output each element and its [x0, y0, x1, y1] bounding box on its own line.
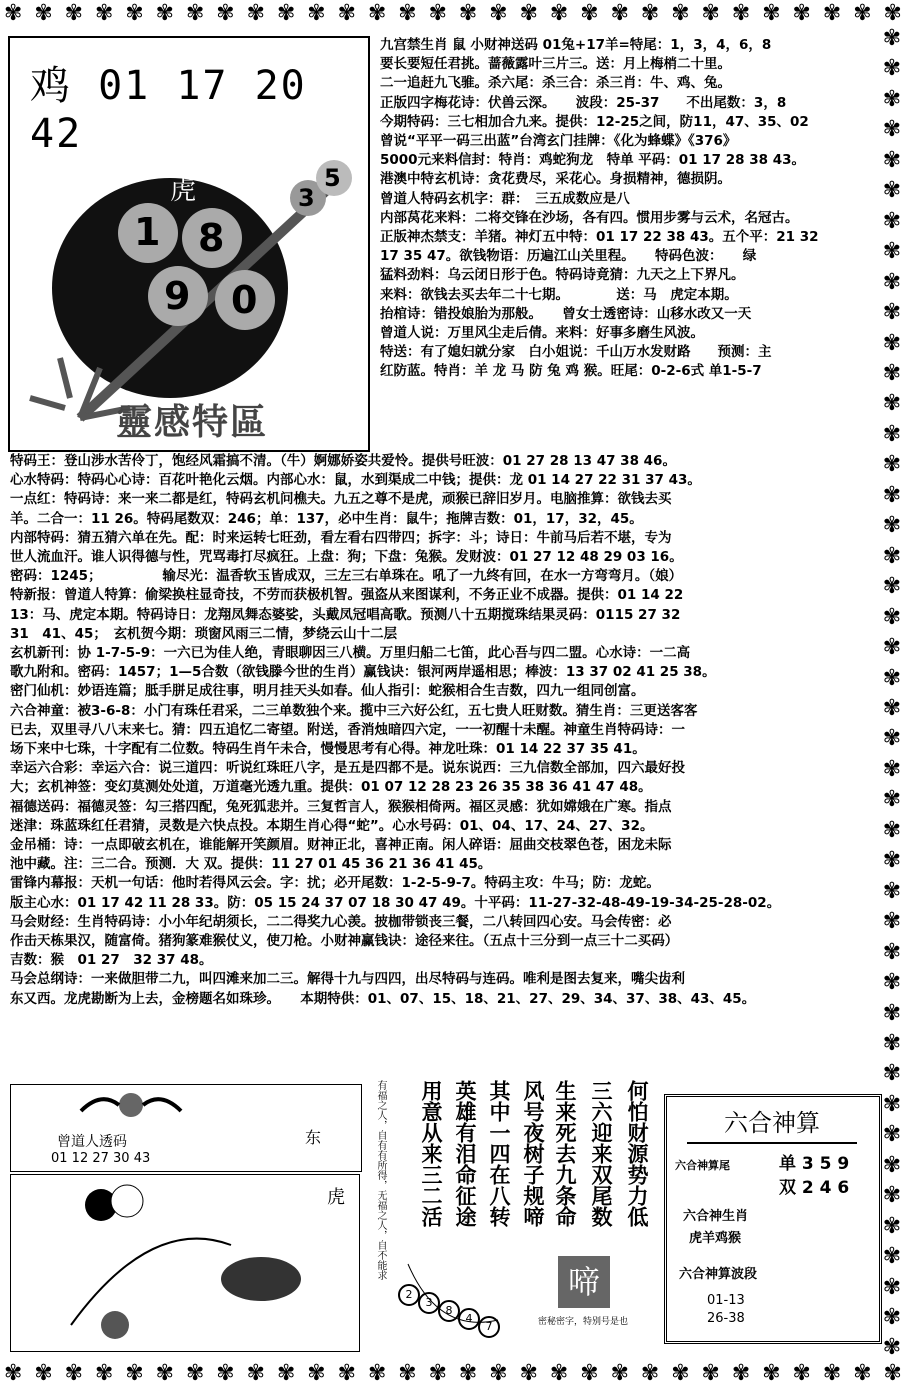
border-flower-icon: ✾: [155, 1361, 175, 1386]
zeng-title: 曾道人透码: [57, 1134, 127, 1150]
border-flower-icon: ✾: [882, 1335, 902, 1361]
liuhe-title: 六合神算: [687, 1103, 857, 1144]
tiger-picture-panel: [10, 1174, 360, 1352]
border-flower-icon: ✾: [883, 1, 902, 26]
border-flower-icon: ✾: [64, 1, 84, 26]
rat-crab-drawing: [11, 1175, 357, 1349]
liuhe-shengxiao: 虎羊鸡猴: [689, 1231, 742, 1246]
text-line: 内部特码：猜五猜六单在先。配：时来运转七旺劲，看左看右四带四；拆字：斗；诗日：牛前马后若不堪，专为: [10, 529, 672, 546]
ball-9: 9: [164, 274, 191, 318]
border-flower-icon: ✾: [276, 1, 296, 26]
liuhe-box: [664, 1094, 882, 1344]
border-flower-icon: ✾: [489, 1361, 508, 1386]
text-line: 猛料劲料：乌云闭日形于色。特码诗竟猜：九天之上下界凡。: [380, 267, 745, 284]
border-flower-icon: ✾: [882, 848, 902, 874]
liuhe-dan: 单 3 5 9: [779, 1154, 850, 1174]
border-flower-icon: ✾: [337, 1361, 357, 1386]
border-flower-icon: ✾: [853, 1, 872, 26]
text-line: 密码：1245； 输尽光：温香软玉皆成双，三左三右单珠在。吼了一九终有回，在水一方弯弯月。（娘）: [10, 568, 683, 585]
border-flower-icon: ✾: [519, 1, 539, 26]
border-flower-icon: ✾: [762, 1, 781, 26]
poem-col-5: 其中一四在八转: [487, 1080, 511, 1227]
liuhe-tail-label: 六合神算尾: [675, 1159, 730, 1172]
border-flower-icon: ✾: [640, 1, 660, 26]
text-line: 六合神童：被3-6-8：小门有珠任君采，二三单数独个来。揽中三六好公红，五七贵人旺财数。猜生肖：三更送客客: [10, 702, 698, 719]
liuhe-range-2: 26-38: [707, 1311, 745, 1326]
banner: 靈感特區: [116, 402, 269, 443]
border-flower-icon: ✾: [882, 1000, 902, 1026]
text-line: 歌九附和。密码：1457；1—5合数（欲钱滕今世的生肖）赢钱诀：银河两岸遥相思；棒波：13 37 02 41 25 38。: [10, 664, 716, 681]
right-text-block: [380, 36, 880, 382]
text-line: 来料：欲钱去买去年二十七期。 送：马 虎定本期。: [380, 286, 738, 303]
border-flower-icon: ✾: [216, 1, 235, 26]
border-flower-icon: ✾: [882, 726, 902, 752]
border-flower-icon: ✾: [882, 147, 902, 173]
poem-col-4: 风号夜树子规啼: [521, 1080, 545, 1227]
text-line: 马会总纲诗：一来做胆带二九，叫四滩来加二三。解得十九与四四，出尽特码与连码。唯利是图去复来，嘴尖齿利: [10, 971, 685, 988]
text-line: 要长要短任君挑。蔷薇露叶三片三。送：月上梅梢二十里。: [380, 56, 731, 73]
border-flower-icon: ✾: [853, 1361, 872, 1386]
border-flower-icon: ✾: [580, 1361, 599, 1386]
border-flower-icon: ✾: [882, 543, 902, 569]
border-flower-icon: ✾: [882, 117, 902, 143]
dong-label: 东: [305, 1128, 322, 1147]
border-flower-icon: ✾: [428, 1, 448, 26]
text-line: 吉数：猴 01 27 32 37 48。: [10, 952, 213, 969]
numbers-value: 01 17 20 42: [30, 63, 307, 157]
text-line: 世人流血汗。谁人识得德与性，咒骂毒打尽疯狂。上盘：狗；下盘：兔猴。发财波：01 27 12 48 29 03 16。: [10, 549, 683, 566]
border-flower-icon: ✾: [458, 1, 478, 26]
border-flower-icon: ✾: [246, 1, 266, 26]
border-flower-icon: ✾: [882, 665, 902, 691]
border-flower-icon: ✾: [549, 1, 569, 26]
border-flower-icon: ✾: [882, 26, 902, 51]
border-flower-icon: ✾: [762, 1361, 781, 1386]
border-flower-icon: ✾: [701, 1, 720, 26]
small-ball: 2: [398, 1284, 420, 1306]
border-flower-icon: ✾: [458, 1361, 478, 1386]
text-line: 曾道人特码玄机字：群： 三五成数应是八: [380, 190, 630, 207]
border-flower-icon: ✾: [882, 817, 902, 843]
bottom-section: [0, 1074, 906, 1360]
arrow-ball-5: 5: [324, 164, 341, 192]
ti-box: [558, 1256, 610, 1308]
border-flower-icon: ✾: [337, 1, 357, 26]
border-flower-icon: ✾: [822, 1361, 842, 1386]
border-flower-icon: ✾: [246, 1361, 266, 1386]
border-flower-icon: ✾: [671, 1, 690, 26]
arrow-ball-3: 3: [298, 184, 315, 212]
balls-row: [398, 1244, 508, 1344]
text-line: 曾说“平平一码三出蓝”台湾玄门挂牌：《化为蜂蝶》《376》: [380, 133, 737, 150]
border-flower-icon: ✾: [882, 1305, 902, 1331]
border-flower-icon: ✾: [671, 1361, 690, 1386]
text-line: 特送：有了媳妇就分家 白小姐说：千山万水发财路 预测：主: [380, 344, 772, 361]
side-note: 有福之人，自有有所得，无福之人，自不能求: [375, 1080, 386, 1280]
text-line: 东又西。龙虎勘断为上去，金榜题名如珠珍。 本期特供：01、07、15、18、21、27、29、34、37、38、43、45。: [10, 990, 756, 1007]
border-flower-icon: ✾: [4, 1, 23, 26]
border-flower-icon: ✾: [882, 909, 902, 935]
text-line: 九宫禁生肖 鼠 小财神送码 01兔+17羊=特尾：1，3，4，6，8: [380, 37, 772, 53]
hu-label: 虎: [327, 1187, 345, 1208]
text-line: 场下来中七珠，十字配有二位数。特码生肖午未合，慢慢思考有心得。神龙吐珠：01 14 22 37 35 41。: [10, 741, 646, 758]
text-line: 13：马、虎定本期。特码诗日：龙翔凤舞态婆娑，头戴凤冠唱高歌。预测八十五期搅珠结果灵码：0115 27 32: [10, 606, 681, 623]
border-flower-icon: ✾: [155, 1, 175, 26]
text-line: 17 35 47。欲钱物语：历遍江山关里程。 特码色波： 绿: [380, 248, 757, 265]
border-flower-icon: ✾: [428, 1361, 448, 1386]
border-flower-icon: ✾: [792, 1, 811, 26]
border-flower-icon: ✾: [64, 1361, 84, 1386]
liuhe-boduan-label: 六合神算波段: [679, 1267, 758, 1282]
border-flower-icon: ✾: [610, 1361, 629, 1386]
border-flower-icon: ✾: [882, 178, 902, 204]
small-ball: 3: [418, 1292, 440, 1314]
text-line: 迷津：珠蓝珠红任君猜，灵数是六快点投。本期生肖心得“蛇”。心水号码：01、04、17、24、27、32。: [10, 817, 654, 834]
poem-col-6: 英雄有泪命征途: [453, 1080, 477, 1227]
border-flower-icon: ✾: [519, 1361, 539, 1386]
text-line: 池中藏。注：三二合。预测．大 双。提供：11 27 01 45 36 21 36 41 45。: [10, 856, 492, 873]
border-flower-icon: ✾: [216, 1361, 235, 1386]
small-ball: 4: [458, 1308, 480, 1330]
text-line: 作击天栋果汉，随富倚。猪狗篆难猴仗义，使刀枪。小财神赢钱诀：途径来往。（五点十三分到一点三十二买码）: [10, 933, 679, 950]
egg-graphic: [10, 38, 368, 450]
text-line: 内部莴花来料：二将交锋在沙场，各有四。惯用步雾与云术，名冠古。: [380, 209, 799, 226]
border-flower-icon: ✾: [882, 330, 902, 356]
border-flower-icon: ✾: [882, 86, 902, 112]
text-line: 羊。二合一：11 26。特码尾数双：246；单：137，必中生肖：鼠牛；拖牌吉数：01，17，32，45。: [10, 510, 643, 527]
border-flower-icon: ✾: [882, 1274, 902, 1300]
text-line: 马会财经：生肖特码诗：小小年纪胡须长，二二得奖九心羡。披枷带锁丧三餐，二八转回四心安。马会传密：必: [10, 913, 672, 930]
liuhe-range-1: 01-13: [707, 1293, 745, 1308]
poem-col-1: 何怕财源势力低: [625, 1080, 649, 1227]
border-flower-icon: ✾: [4, 1361, 23, 1386]
border-flower-icon: ✾: [882, 56, 902, 82]
border-flower-icon: ✾: [701, 1361, 720, 1386]
border-flower-icon: ✾: [398, 1361, 417, 1386]
bottom-border: [0, 1360, 906, 1388]
text-line: 版主心水：01 17 42 11 28 33。防：05 15 24 37 07 18 30 47 49。十平码：11-27-32-48-49-19-34-25-28-02。: [10, 894, 781, 911]
text-line: 曾道人说：万里风尘走后倩。来料：好事多磨生风波。: [380, 325, 704, 342]
border-flower-icon: ✾: [882, 269, 902, 295]
border-flower-icon: ✾: [489, 1, 508, 26]
small-ball: 8: [438, 1300, 460, 1322]
border-flower-icon: ✾: [882, 604, 902, 630]
text-line: 雷锋内幕报：天机一句话：他时若得风云会。字：扰；必开尾数：1-2-5-9-7。特码主攻：牛马；防：龙蛇。: [10, 875, 660, 892]
border-flower-icon: ✾: [185, 1361, 205, 1386]
text-line: 5000元来料信封：特肖：鸡蛇狗龙 特单 平码：01 17 28 38 43。: [380, 152, 806, 169]
crab-icon: [71, 1085, 191, 1129]
poem-col-2: 三六迎来双尾数: [589, 1080, 613, 1227]
border-flower-icon: ✾: [610, 1, 629, 26]
zodiac-label: 鸡: [30, 63, 72, 109]
border-flower-icon: ✾: [307, 1, 326, 26]
border-flower-icon: ✾: [882, 513, 902, 539]
border-flower-icon: ✾: [882, 574, 902, 600]
border-flower-icon: ✾: [34, 1361, 53, 1386]
text-line: 二一追赶九飞骓。杀六尾：杀三合：杀三肖：牛、鸡、兔。: [380, 75, 731, 92]
border-flower-icon: ✾: [883, 1361, 902, 1386]
liuhe-shuang: 双 2 4 6: [779, 1178, 850, 1198]
border-flower-icon: ✾: [882, 1183, 902, 1209]
text-line: 心水特码：特码心心诗：百花叶艳化云烟。内部心水：鼠，水到渠成二中钱；提供：龙 01 14 27 22 31 37 43。: [10, 472, 701, 489]
text-line: 密门仙机：妙语连篇；胝手胼足成往事，明月挂天头如春。仙人指引：蛇猴相合生吉数，四九一组同创富。: [10, 683, 645, 700]
text-line: 大；玄机神签：变幻莫测处处道，万道毫光透九重。提供：01 07 12 28 23 26 35 38 36 41 47 48。: [10, 779, 652, 796]
border-flower-icon: ✾: [882, 939, 902, 965]
text-line: 正版四字梅花诗：伏兽云深。 波段：25-37 不出尾数：3，8: [380, 94, 787, 111]
border-flower-icon: ✾: [94, 1, 114, 26]
border-flower-icon: ✾: [731, 1, 751, 26]
border-flower-icon: ✾: [882, 452, 902, 478]
text-line: 抬棺诗：错投娘胎为那般。 曾女士透密诗：山移水改又一天: [380, 305, 752, 322]
text-line: 港澳中特玄机诗：贪花费尽，采花心。身损精神，德损阴。: [380, 171, 731, 188]
border-flower-icon: ✾: [640, 1361, 660, 1386]
poem-col-7: 用意从来三二活: [419, 1080, 443, 1227]
border-flower-icon: ✾: [549, 1361, 569, 1386]
ball-0: 0: [231, 278, 258, 322]
border-flower-icon: ✾: [882, 421, 902, 447]
border-flower-icon: ✾: [882, 482, 902, 508]
poem-col-3: 生来死去九条命: [553, 1080, 577, 1227]
text-line: 今期特码：三七相加合九来。提供：12-25之间，防11，47、35、02: [380, 113, 809, 130]
border-flower-icon: ✾: [882, 1030, 902, 1056]
top-border: [0, 0, 906, 28]
border-flower-icon: ✾: [882, 360, 902, 386]
border-flower-icon: ✾: [882, 970, 902, 996]
text-line: 红防蓝。特肖：羊 龙 马 防 兔 鸡 猴。旺尾：0-2-6式 单1-5-7: [380, 363, 762, 380]
border-flower-icon: ✾: [125, 1, 144, 26]
header-box: [8, 36, 370, 452]
text-line: 福德送码：福德灵签：勾三搭四配，兔死狐悲并。三复哲言人，猴猴相倚两。福区灵感：犹如嫦娥在广寒。指点: [10, 798, 672, 815]
border-flower-icon: ✾: [882, 1091, 902, 1117]
border-flower-icon: ✾: [882, 1122, 902, 1148]
border-flower-icon: ✾: [882, 1244, 902, 1270]
text-line: 玄机新刊：协 1-7-5-9：一六已为佳人绝，青眼聊因三八横。万里归船二七笛，此心吾与四二盟。心水诗：一二高: [10, 645, 691, 662]
border-flower-icon: ✾: [882, 239, 902, 265]
text-line: 幸运六合彩：幸运六合：说三道四：听说红珠旺八字，是五是四都不是。说东说西：三九信数全部加，四六最好投: [10, 760, 685, 777]
border-flower-icon: ✾: [580, 1, 599, 26]
border-flower-icon: ✾: [882, 878, 902, 904]
border-flower-icon: ✾: [94, 1361, 114, 1386]
text-line: 31 41、45； 玄机贺今期：琐窗风雨三二情，梦绕云山十二层: [10, 625, 398, 642]
ti-caption: 密秘密字，特别号是也: [538, 1317, 629, 1327]
border-flower-icon: ✾: [882, 1061, 902, 1087]
border-flower-icon: ✾: [882, 756, 902, 782]
text-line: 正版神杰禁支：羊猪。神灯五中特：01 17 22 38 43。五个平：21 32: [380, 229, 819, 246]
main-text-block: [10, 452, 874, 1009]
border-flower-icon: ✾: [34, 1, 53, 26]
text-line: 一点红：特码诗：来一来二都是红，特码玄机问樵夫。九五之尊不是虎，顽猴已辞旧岁月。电脑推算：欲钱去买: [10, 491, 672, 508]
zeng-numbers: 01 12 27 30 43: [51, 1151, 151, 1166]
small-ball: 7: [478, 1316, 500, 1338]
border-flower-icon: ✾: [307, 1361, 326, 1386]
border-flower-icon: ✾: [185, 1, 205, 26]
border-flower-icon: ✾: [731, 1361, 751, 1386]
border-flower-icon: ✾: [398, 1, 417, 26]
text-line: 特码王：登山涉水苦伶丁，饱经风霜搞不清。（牛）婀娜娇姿共爱怜。提供号旺波：01 27 28 13 47 38 46。: [10, 453, 676, 469]
border-flower-icon: ✾: [367, 1361, 387, 1386]
border-flower-icon: ✾: [276, 1361, 296, 1386]
border-flower-icon: ✾: [882, 635, 902, 661]
border-flower-icon: ✾: [882, 1152, 902, 1178]
text-line: 金吊桶：诗：一点即破玄机在，谁能解开笑颜眉。财神正北，喜神正南。闲人碎语：屈曲交枝翠色苍，困龙未际: [10, 837, 672, 854]
zeng-panel: [10, 1084, 362, 1172]
border-flower-icon: ✾: [882, 300, 902, 326]
border-flower-icon: ✾: [792, 1361, 811, 1386]
liuhe-shengxiao-label: 六合神生肖: [683, 1209, 749, 1224]
border-flower-icon: ✾: [367, 1, 387, 26]
border-flower-icon: ✾: [882, 208, 902, 234]
border-flower-icon: ✾: [822, 1, 842, 26]
border-flower-icon: ✾: [125, 1361, 144, 1386]
border-flower-icon: ✾: [882, 787, 902, 813]
border-flower-icon: ✾: [882, 695, 902, 721]
ball-1: 1: [134, 210, 161, 254]
text-line: 特新报：曾道人特算：偷梁换柱显奇技，不劳而获极机智。强盗从来图谋利，不务正业不成器。提供：01 14 22: [10, 587, 684, 604]
ball-8: 8: [198, 216, 225, 260]
text-line: 已去，双里寻八八末来七。猜：四五追忆二寄望。附送，香消烛暗四六定，一一初醒十未醒。神童生肖特码诗：一: [10, 721, 685, 738]
ti-char: 啼: [567, 1263, 600, 1301]
tiger-label: 虎: [170, 176, 197, 206]
border-flower-icon: ✾: [882, 391, 902, 417]
border-flower-icon: ✾: [882, 1213, 902, 1239]
